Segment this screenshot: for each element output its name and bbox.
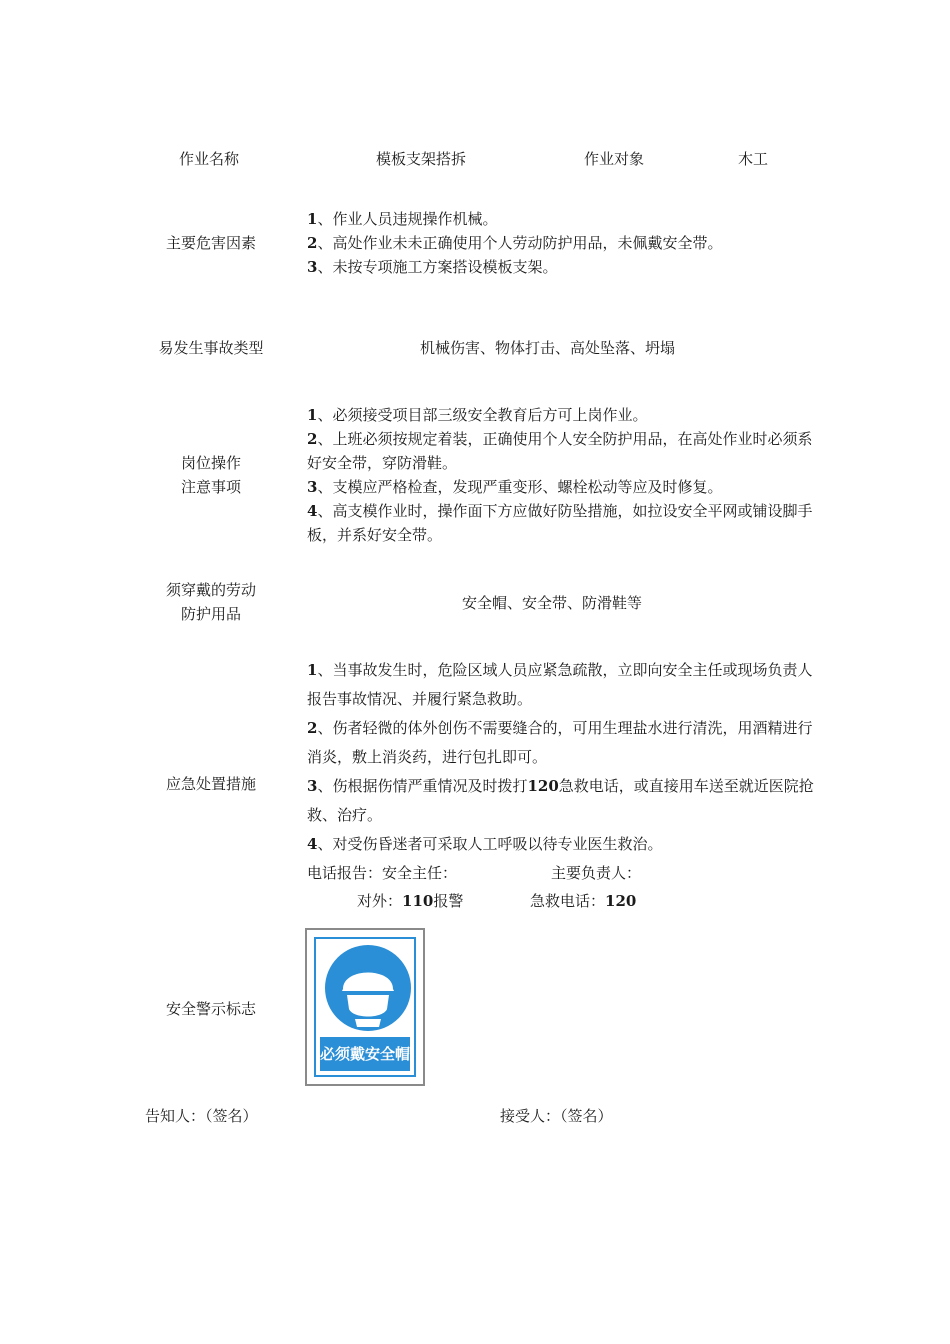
emergency-item: 2、伤者轻微的体外创伤不需要缝合的，可用生理盐水进行清洗，用酒精进行消炎，敷上消炎药，进行包扎即可。 <box>307 719 813 766</box>
receiver-signature: 接受人：（签名） <box>500 1107 613 1125</box>
ppe-label-line2: 防护用品 <box>180 605 241 623</box>
ppe-label-line1: 须穿戴的劳动 <box>165 581 256 599</box>
hard-hat-icon <box>325 945 411 1031</box>
notifier-signature: 告知人：（签名） <box>145 1107 258 1125</box>
operation-list <box>307 403 819 547</box>
emergency-item: 1、当事故发生时，危险区域人员应紧急疏散，立即向安全主任或现场负责人报告事故情况、并履行紧急救助。 <box>307 661 813 708</box>
operation-item: 1、必须接受项目部三级安全教育后方可上岗作业。 <box>307 406 648 424</box>
operation-label-line1: 岗位操作 <box>180 454 241 472</box>
main-leader-label: 主要负责人： <box>551 864 642 882</box>
ppe-label <box>131 578 291 626</box>
safety-sign-frame <box>314 937 416 1077</box>
work-name-value: 模板支架搭拆 <box>376 150 467 168</box>
hazards-list <box>307 207 819 279</box>
ppe-value: 安全帽、安全带、防滑鞋等 <box>462 594 643 612</box>
hazard-item: 1、作业人员违规操作机械。 <box>307 210 498 228</box>
operation-item: 3、支模应严格检查，发现严重变形、螺栓松动等应及时修复。 <box>307 478 723 496</box>
hazard-item: 2、高处作业未未正确使用个人劳动防护用品，未佩戴安全带。 <box>307 234 723 252</box>
hazard-item: 3、未按专项施工方案搭设模板支架。 <box>307 258 558 276</box>
accidents-label: 易发生事故类型 <box>158 339 264 357</box>
operation-label <box>131 451 291 499</box>
first-aid-phone: 急救电话：120 <box>530 892 637 910</box>
work-object-value: 木工 <box>738 150 769 168</box>
emergency-item: 4、对受伤昏迷者可采取人工呼吸以待专业医生救治。 <box>307 835 663 853</box>
safety-sign-text: 必须戴安全帽 <box>320 1037 410 1071</box>
work-name-label: 作业名称 <box>179 150 240 168</box>
operation-item: 4、高支模作业时，操作面下方应做好防坠措施，如拉设安全平网或铺设脚手板，并系好安全带。 <box>307 502 813 544</box>
phone-report-label: 电话报告：安全主任： <box>307 864 458 882</box>
emergency-list <box>307 656 819 859</box>
operation-label-line2: 注意事项 <box>180 478 241 496</box>
hazards-label: 主要危害因素 <box>165 234 256 252</box>
external-phone: 对外：110报警 <box>357 892 464 910</box>
warning-sign-label: 安全警示标志 <box>165 1000 256 1018</box>
work-object-label: 作业对象 <box>584 150 645 168</box>
accidents-value: 机械伤害、物体打击、高处坠落、坍塌 <box>420 339 676 357</box>
emergency-label: 应急处置措施 <box>165 775 256 793</box>
operation-item: 2、上班必须按规定着装，正确使用个人安全防护用品，在高处作业时必须系好安全带，穿防滑鞋。 <box>307 430 813 472</box>
emergency-item: 3、伤根据伤情严重情况及时拨打120急救电话，或直接用车送至就近医院抢救、治疗。 <box>307 777 814 824</box>
safety-sign <box>305 928 425 1086</box>
